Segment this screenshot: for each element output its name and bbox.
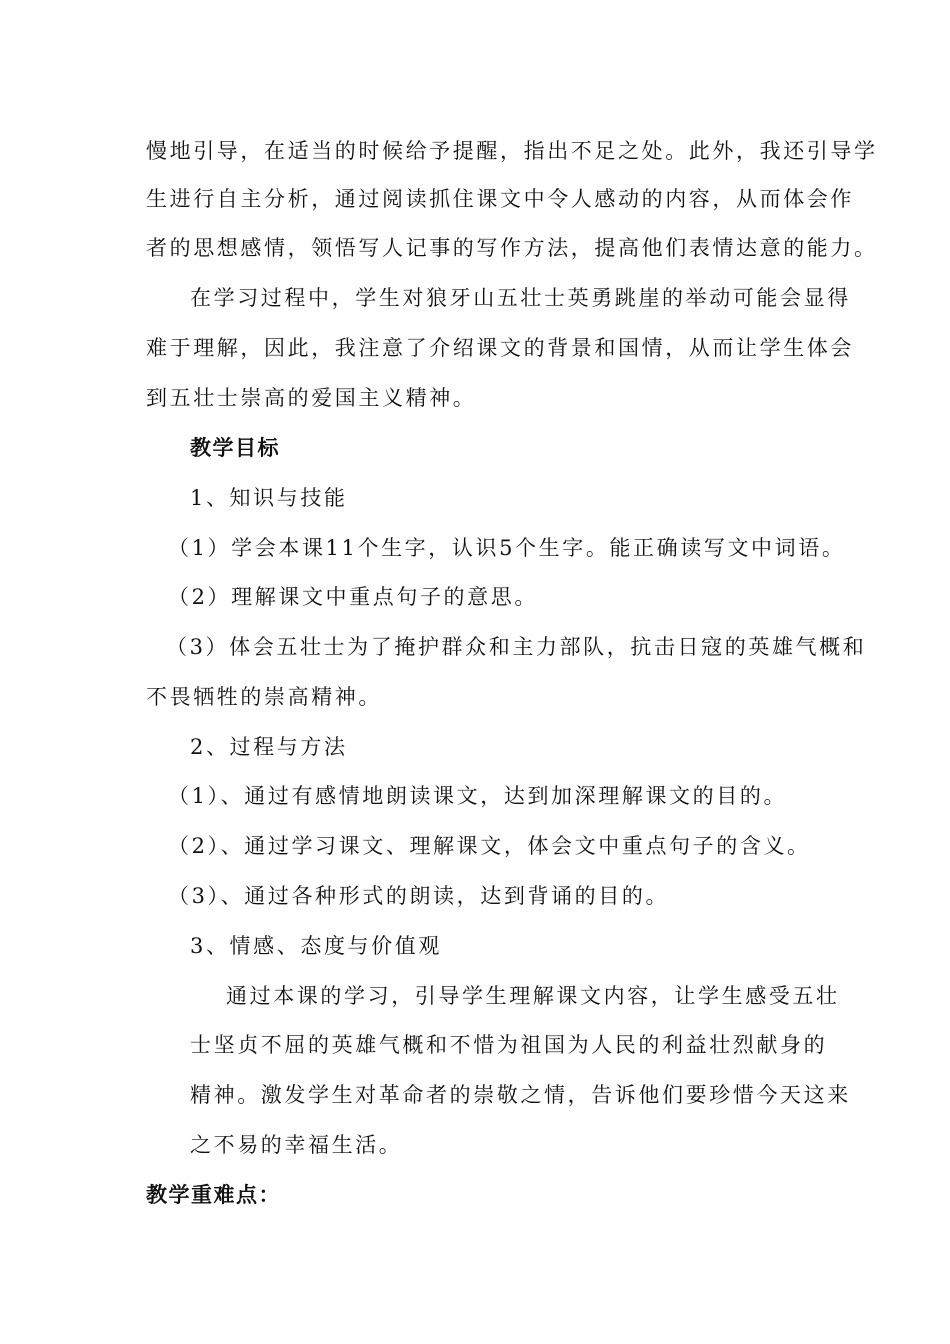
key-difficult-points-heading: 教学重难点： [146, 1182, 281, 1207]
paragraph-2-line-3: 到五壮士崇高的爱国主义精神。 [146, 386, 477, 410]
paragraph-2-line-2: 难于理解，因此，我注意了介绍课文的背景和国情，从而让学生体会 [146, 336, 854, 360]
emotion-paragraph-line-2: 士坚贞不屈的英雄气概和不惜为祖国为人民的利益壮烈献身的 [190, 1033, 828, 1057]
process-item-1: （1）、通过有感情地朗读课文，达到加深理解课文的目的。 [168, 784, 788, 808]
emotion-attitude-heading: 3、情感、态度与价值观 [190, 934, 442, 958]
teaching-objectives-heading: 教学目标 [190, 435, 280, 460]
process-method-heading: 2、过程与方法 [190, 735, 348, 759]
paragraph-1-line-2: 生进行自主分析，通过阅读抓住课文中令人感动的内容，从而体会作 [146, 187, 854, 211]
knowledge-item-3-line-2: 不畏牺牲的崇高精神。 [146, 685, 382, 709]
process-item-2: （2）、通过学习课文、理解课文，体会文中重点句子的含义。 [168, 834, 811, 858]
knowledge-item-2: （2）理解课文中重点句子的意思。 [168, 585, 538, 609]
paragraph-2-line-1: 在学习过程中，学生对狼牙山五壮士英勇跳崖的举动可能会显得 [190, 286, 851, 310]
knowledge-item-1: （1）学会本课11个生字，认识5个生字。能正确读写文中词语。 [168, 536, 846, 560]
knowledge-skills-heading: 1、知识与技能 [190, 486, 348, 510]
paragraph-1-line-1: 慢地引导，在适当的时候给予提醒，指出不足之处。此外，我还引导学 [146, 139, 878, 163]
process-item-3: （3）、通过各种形式的朗读，达到背诵的目的。 [168, 884, 670, 908]
emotion-paragraph-line-1: 通过本课的学习，引导学生理解课文内容，让学生感受五壮 [226, 984, 840, 1008]
emotion-paragraph-line-4: 之不易的幸福生活。 [190, 1133, 403, 1157]
knowledge-item-3-line-1: （3）体会五壮士为了掩护群众和主力部队，抗击日寇的英雄气概和 [166, 635, 867, 659]
paragraph-1-line-3: 者的思想感情，领悟写人记事的写作方法，提高他们表情达意的能力。 [146, 236, 878, 260]
emotion-paragraph-line-3: 精神。激发学生对革命者的崇敬之情，告诉他们要珍惜今天这来 [190, 1083, 851, 1107]
